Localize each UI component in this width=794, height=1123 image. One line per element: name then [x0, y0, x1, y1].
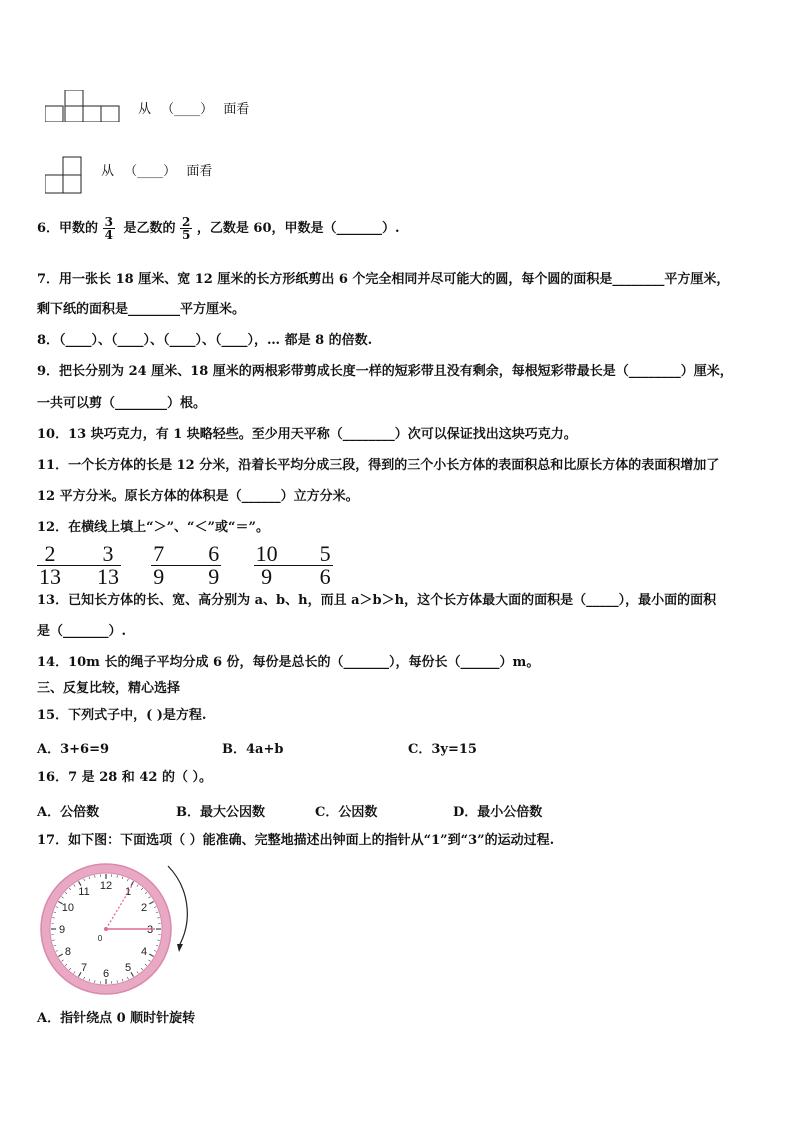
top-view-figure	[45, 90, 125, 122]
clock-number: 6	[102, 968, 110, 980]
fraction-comparison-row	[37, 543, 333, 588]
clock-center-dot	[104, 927, 108, 931]
clock-number: 2	[141, 902, 148, 914]
question-13-line1: 13．已知长方体的长、宽、高分别为 a、b、h，而且 a＞b＞h，这个长方体最大面的面积是（_____），最小面的面积	[37, 593, 717, 608]
compare-blank[interactable]	[280, 565, 318, 566]
question-16: 16．7 是 28 和 42 的（ ）。	[37, 770, 212, 785]
fraction: $\frac{5}{6}$	[319, 541, 331, 589]
question-11-line2: 12 平方分米。原长方体的体积是（______）立方分米。	[37, 489, 359, 504]
fraction: $\frac{3}{4}$	[104, 215, 113, 242]
clock-number: 5	[124, 962, 132, 975]
clock-number: 1	[124, 885, 132, 898]
clock-number: 9	[58, 924, 66, 936]
question-10: 10．13 块巧克力，有 1 块略轻些。至少用天平称（________）次可以保证找出这块巧克力。	[37, 427, 577, 442]
question-12: 12．在横线上填上“＞”、“＜”或“＝”。	[37, 520, 269, 535]
fraction: $\frac{10}{9}$	[255, 541, 278, 589]
fraction: $\frac{2}{13}$	[39, 541, 61, 589]
q15-option-c[interactable]: C．3y=15	[408, 742, 477, 757]
side-view-figure	[45, 156, 87, 194]
fraction: $\frac{3}{13}$	[97, 541, 119, 589]
q17-option-a[interactable]: A．指针绕点 0 顺时针旋转	[37, 1011, 196, 1026]
clock-center-label: 0	[97, 934, 103, 943]
fraction: $\frac{7}{9}$	[153, 541, 165, 589]
question-7-line1: 7．用一张长 18 厘米、宽 12 厘米的长方形纸剪出 6 个完全相同并尽可能大的圆，每个圆的面积是________平方厘米，	[37, 272, 730, 287]
q16-option-d[interactable]: D．最小公倍数	[453, 805, 543, 820]
question-14: 14．10m 长的绳子平均分成 6 份，每份是总长的（_______），每份长（______）m。	[37, 655, 540, 670]
clock-number: 3	[146, 924, 154, 936]
question-8: 8．（____）、（____）、（____）、（____），… 都是 8 的倍数.	[37, 333, 373, 348]
view-question-2: 从 （____） 面看	[101, 164, 213, 179]
question-15: 15．下列式子中，( )是方程.	[37, 708, 207, 723]
question-9-line2: 一共可以剪（________）根。	[37, 396, 207, 411]
clock-number: 4	[141, 946, 148, 958]
section-title: 三、反复比较，精心选择	[37, 681, 181, 696]
question-11-line1: 11．一个长方体的长是 12 分米，沿着长平均分成三段，得到的三个小长方体的表面积总和比原长方体的表面积增加了	[37, 458, 720, 473]
compare-blank[interactable]	[166, 565, 206, 566]
question-13-line2: 是（_______）.	[37, 624, 127, 639]
fraction: $\frac{2}{5}$	[182, 215, 191, 242]
arrow-head-icon	[177, 944, 183, 952]
clock-number: 8	[64, 946, 71, 958]
question-7-line2: 剩下纸的面积是________平方厘米。	[37, 302, 246, 317]
question-6: 6．甲数的 $\frac{3}{4}$ 是乙数的 $\frac{2}{5}$ ，乙数是 60，甲数是（_______）.	[37, 215, 400, 242]
fraction: $\frac{6}{9}$	[208, 541, 220, 589]
clock-number: 7	[80, 962, 88, 975]
compare-blank[interactable]	[63, 565, 95, 566]
question-9-line1: 9．把长分别为 24 厘米、18 厘米的两根彩带剪成长度一样的短彩带且没有剩余，每根短彩带最长是（________）厘米，	[37, 364, 733, 379]
clock-number: 12	[99, 880, 113, 892]
q15-option-b[interactable]: B．4a+b	[222, 742, 284, 757]
view-question-1: 从 （____） 面看	[138, 102, 250, 117]
q15-option-a[interactable]: A．3+6=9	[37, 742, 110, 757]
q16-option-c[interactable]: C．公因数	[315, 805, 378, 820]
question-17: 17．如下图：下面选项（ ）能准确、完整地描述出钟面上的指针从“1”到“3”的运动过程.	[37, 833, 555, 848]
clock-number: 11	[78, 885, 90, 898]
q16-option-b[interactable]: B．最大公因数	[176, 805, 265, 820]
clock-figure	[38, 860, 198, 1010]
q16-option-a[interactable]: A．公倍数	[37, 805, 100, 820]
clock-number: 10	[61, 902, 75, 914]
